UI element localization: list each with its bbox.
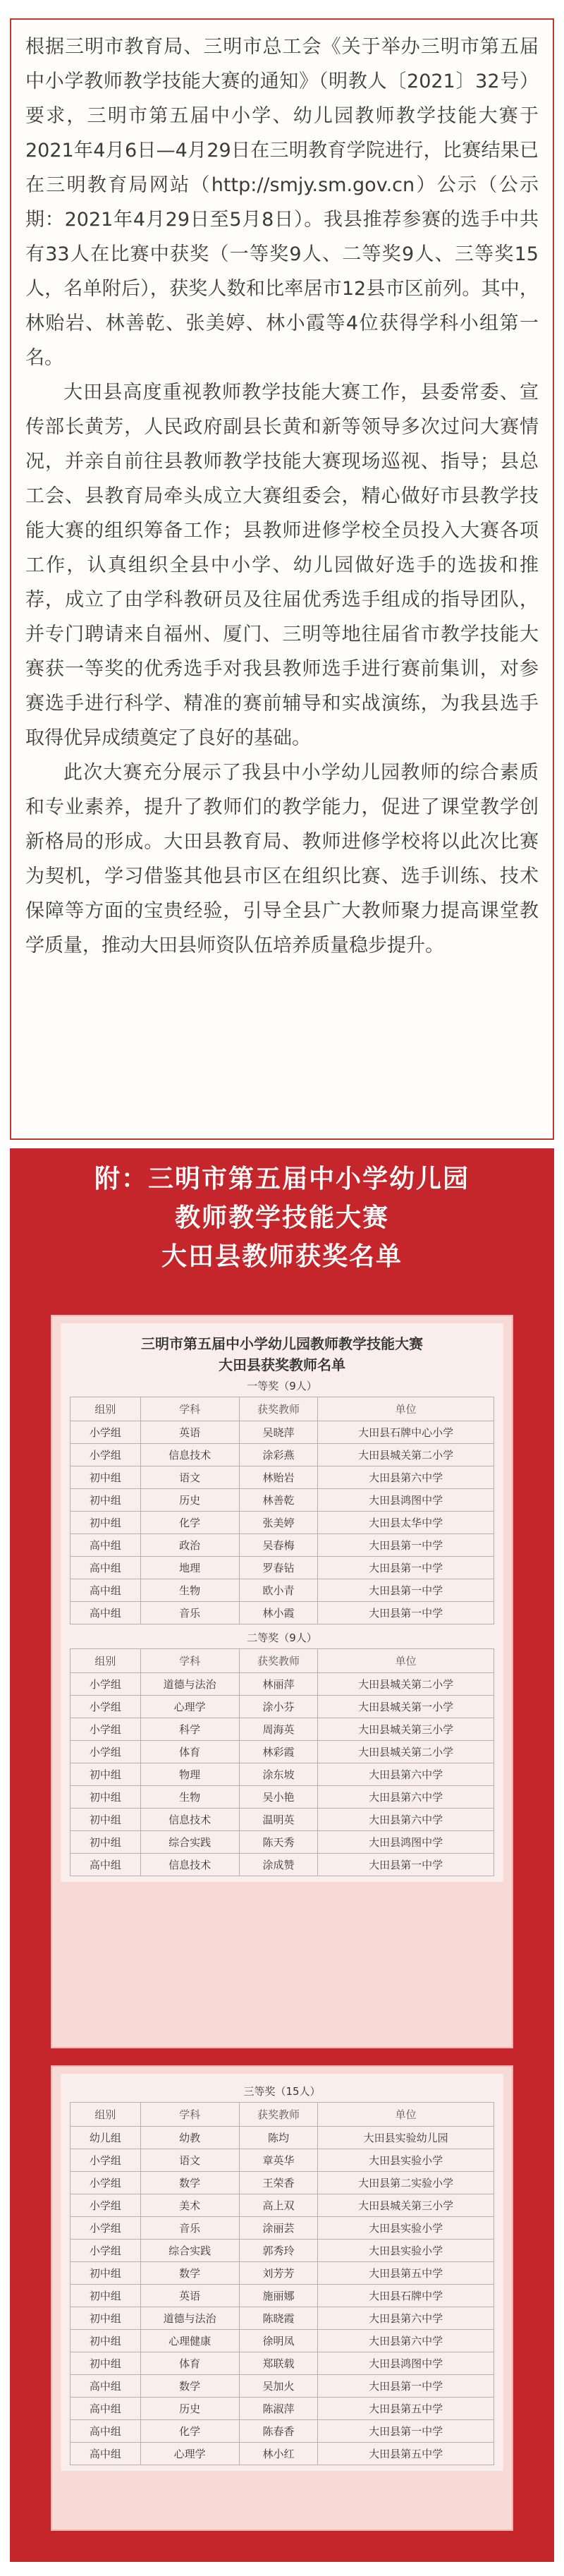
cell-unit: 大田县石牌中心小学 — [318, 1421, 494, 1444]
table-row — [70, 1557, 494, 1579]
tier-label-first-prize: 一等奖（9人） — [247, 1380, 317, 1392]
table-header-row — [70, 1649, 494, 1673]
table-row — [70, 1718, 494, 1741]
cell-group: 高中组 — [70, 1534, 141, 1557]
cell-subject: 信息技术 — [140, 1444, 239, 1466]
cell-teacher: 陈均 — [239, 2127, 318, 2149]
cell-group: 初中组 — [70, 1763, 141, 1786]
first-prize-table — [70, 1397, 494, 1624]
cell-unit: 大田县城关第三小学 — [318, 2194, 494, 2217]
table-row — [70, 1489, 494, 1512]
table-header-row — [70, 1397, 494, 1421]
cell-unit: 大田县第一中学 — [318, 1534, 494, 1557]
cell-unit: 大田县第一中学 — [318, 2375, 494, 2398]
cell-subject: 化学 — [140, 1512, 239, 1534]
article-paragraph-2: 大田县高度重视教师教学技能大赛工作，县委常委、宣传部长黄芳，人民政府副县长黄和新等领导多次过问大赛情况，并亲自前往县教师教学技能大赛现场巡视、指导；县总工会、县教育局牵头成立大赛组委会，精心做好市县教学技能大赛的组织筹备工作；县教师进修学校全员投入大赛各项工作，认真组织全县中小学、幼儿园做好选手的选拔和推荐，成立了由学科教研员及往届优秀选手组成的指导团队，并专门聘请来自福州、厦门、三明等地往届省市教学技能大赛获一等奖的优秀选手对我县教师选手进行赛前集训，对参赛选手进行科学、精准的赛前辅导和实战演练，为我县选手取得优异成绩奠定了良好的基础。 — [25, 382, 539, 749]
table-row — [70, 1512, 494, 1534]
cell-group: 小学组 — [70, 2240, 141, 2262]
header-subject: 学科 — [140, 1649, 239, 1673]
cell-subject: 幼教 — [140, 2127, 239, 2149]
cell-unit: 大田县第一中学 — [318, 1579, 494, 1602]
cell-teacher: 陈晓霞 — [239, 2307, 318, 2330]
article-paragraph-1: 根据三明市教育局、三明市总工会《关于举办三明市第五届中小学教师教学技能大赛的通知》（明教人〔2021〕32号）要求，三明市第五届中小学、幼儿园教师教学技能大赛于2021年4月6日—4月29日在三明教育学院进行，比赛结果已在三明教育局网站（http://smjy.sm.gov.cn）公示（公示期：2021年4月29日至5月8日）。我县推荐参赛的选手中共有33人在比赛中获奖（一等奖9人、二等奖9人、三等奖15人，名单附后），获奖人数和比率居市12县市区前列。其中，林贻岩、林善乾、张美婷、林小霞等4位获得学科小组第一名。 — [25, 36, 539, 369]
cell-group: 高中组 — [70, 1602, 141, 1624]
cell-unit: 大田县第六中学 — [318, 2307, 494, 2330]
cell-subject: 体育 — [140, 2352, 239, 2375]
cell-teacher: 涂东坡 — [239, 1763, 318, 1786]
table-row — [70, 2217, 494, 2240]
cell-subject: 音乐 — [140, 1602, 239, 1624]
table-row — [70, 2149, 494, 2172]
award-document-title-line-2: 大田县获奖教师名单 — [219, 1356, 345, 1373]
table-row — [70, 1421, 494, 1444]
table-row — [70, 1673, 494, 1696]
table-row — [70, 2127, 494, 2149]
table-row — [70, 1444, 494, 1466]
award-rows — [70, 2127, 494, 2465]
award-document-title — [61, 1323, 503, 1375]
award-document-title-line-1: 三明市第五届中小学幼儿园教师教学技能大赛 — [141, 1335, 423, 1352]
cell-unit: 大田县鸿图中学 — [318, 1831, 494, 1854]
cell-subject: 美术 — [140, 2194, 239, 2217]
cell-unit: 大田县第一中学 — [318, 1557, 494, 1579]
cell-unit: 大田县实验幼儿园 — [318, 2127, 494, 2149]
cell-group: 小学组 — [70, 2172, 141, 2194]
cell-teacher: 王荣香 — [239, 2172, 318, 2194]
header-unit: 单位 — [318, 1649, 494, 1673]
cell-group: 初中组 — [70, 2262, 141, 2285]
table-row — [70, 1854, 494, 1876]
cell-group: 初中组 — [70, 2307, 141, 2330]
cell-subject: 英语 — [140, 2285, 239, 2307]
table-row — [70, 1831, 494, 1854]
cell-group: 小学组 — [70, 1696, 141, 1718]
cell-unit: 大田县第六中学 — [318, 1763, 494, 1786]
article-box — [10, 18, 554, 1140]
cell-teacher: 吴春梅 — [239, 1534, 318, 1557]
cell-subject: 心理健康 — [140, 2330, 239, 2352]
cell-teacher: 涂成赞 — [239, 1854, 318, 1876]
cell-group: 小学组 — [70, 1421, 141, 1444]
cell-subject: 心理学 — [140, 1696, 239, 1718]
table-row — [70, 2330, 494, 2352]
cell-group: 初中组 — [70, 1512, 141, 1534]
cell-unit: 大田县城关第一小学 — [318, 1696, 494, 1718]
table-row — [70, 1696, 494, 1718]
appendix-title-line-3: 大田县教师获奖名单 — [161, 1242, 403, 1271]
cell-subject: 生物 — [140, 1579, 239, 1602]
cell-teacher: 章英华 — [239, 2149, 318, 2172]
cell-teacher: 林小红 — [239, 2443, 318, 2465]
cell-unit: 大田县鸿图中学 — [318, 1489, 494, 1512]
table-row — [70, 1786, 494, 1809]
table-row — [70, 1466, 494, 1489]
cell-teacher: 涂小芬 — [239, 1696, 318, 1718]
cell-teacher: 施丽娜 — [239, 2285, 318, 2307]
header-group: 组别 — [70, 1397, 141, 1421]
cell-subject: 数学 — [140, 2262, 239, 2285]
cell-teacher: 吴晓萍 — [239, 1421, 318, 1444]
cell-unit: 大田县城关第二小学 — [318, 1673, 494, 1696]
cell-unit: 大田县第二实验小学 — [318, 2172, 494, 2194]
award-document-2 — [61, 2074, 503, 2471]
cell-subject: 心理学 — [140, 2443, 239, 2465]
article-paragraph-3: 此次大赛充分展示了我县中小学幼儿园教师的综合素质和专业素养，提升了教师们的教学能力，促进了课堂教学创新格局的形成。大田县教育局、教师进修学校将以此次比赛为契机，学习借鉴其他县市区在组织比赛、选手训练、技术保障等方面的宝贵经验，引导全县广大教师聚力提高课堂教学质量，推动大田县师资队伍培养质量稳步提升。 — [25, 762, 539, 956]
cell-unit: 大田县第六中学 — [318, 1809, 494, 1831]
cell-teacher: 陈淑萍 — [239, 2398, 318, 2420]
cell-teacher: 高上双 — [239, 2194, 318, 2217]
cell-teacher: 吴小艳 — [239, 1786, 318, 1809]
cell-unit: 大田县实验小学 — [318, 2217, 494, 2240]
cell-subject: 地理 — [140, 1557, 239, 1579]
cell-teacher: 周海英 — [239, 1718, 318, 1741]
cell-group: 初中组 — [70, 1786, 141, 1809]
table-row — [70, 1534, 494, 1557]
cell-unit: 大田县实验小学 — [318, 2149, 494, 2172]
table-row — [70, 2262, 494, 2285]
cell-group: 初中组 — [70, 1809, 141, 1831]
table-row — [70, 1809, 494, 1831]
cell-subject: 英语 — [140, 1421, 239, 1444]
third-prize-table — [70, 2102, 494, 2465]
cell-teacher: 涂丽芸 — [239, 2217, 318, 2240]
table-row — [70, 2285, 494, 2307]
cell-group: 初中组 — [70, 1466, 141, 1489]
table-header-row — [70, 2103, 494, 2127]
table-row — [70, 2398, 494, 2420]
header-subject: 学科 — [140, 2103, 239, 2127]
cell-subject: 体育 — [140, 1741, 239, 1763]
cell-unit: 大田县第六中学 — [318, 2330, 494, 2352]
cell-subject: 历史 — [140, 2398, 239, 2420]
table-row — [70, 1741, 494, 1763]
cell-unit: 大田县城关第二小学 — [318, 1741, 494, 1763]
cell-unit: 大田县第五中学 — [318, 2262, 494, 2285]
cell-teacher: 涂彩燕 — [239, 1444, 318, 1466]
cell-teacher: 林善乾 — [239, 1489, 318, 1512]
award-rows — [70, 1673, 494, 1876]
header-teacher: 获奖教师 — [239, 2103, 318, 2127]
cell-unit: 大田县第六中学 — [318, 1786, 494, 1809]
cell-group: 高中组 — [70, 1557, 141, 1579]
header-unit: 单位 — [318, 2103, 494, 2127]
table-row — [70, 1579, 494, 1602]
cell-teacher: 林彩霞 — [239, 1741, 318, 1763]
cell-unit: 大田县第五中学 — [318, 2443, 494, 2465]
cell-subject: 数学 — [140, 2172, 239, 2194]
table-row — [70, 2443, 494, 2465]
cell-unit: 大田县太华中学 — [318, 1512, 494, 1534]
cell-group: 小学组 — [70, 2217, 141, 2240]
cell-unit: 大田县第一中学 — [318, 1854, 494, 1876]
cell-subject: 信息技术 — [140, 1854, 239, 1876]
cell-subject: 化学 — [140, 2420, 239, 2443]
tier-label-third-prize: 三等奖（15人） — [243, 2085, 321, 2098]
cell-subject: 音乐 — [140, 2217, 239, 2240]
cell-unit: 大田县石牌中学 — [318, 2285, 494, 2307]
cell-teacher: 郑联载 — [239, 2352, 318, 2375]
cell-teacher: 张美婷 — [239, 1512, 318, 1534]
cell-group: 初中组 — [70, 2330, 141, 2352]
cell-teacher: 吴加火 — [239, 2375, 318, 2398]
cell-group: 高中组 — [70, 1854, 141, 1876]
award-card-2 — [51, 2065, 513, 2531]
award-card-1 — [51, 1315, 513, 2048]
appendix-title-line-2: 教师教学技能大赛 — [174, 1203, 389, 1232]
header-group: 组别 — [70, 1649, 141, 1673]
cell-group: 高中组 — [70, 2443, 141, 2465]
cell-group: 小学组 — [70, 1718, 141, 1741]
cell-group: 初中组 — [70, 1831, 141, 1854]
tier-label-second-prize: 二等奖（9人） — [247, 1632, 317, 1644]
table-row — [70, 2307, 494, 2330]
cell-group: 高中组 — [70, 2420, 141, 2443]
cell-unit: 大田县实验小学 — [318, 2240, 494, 2262]
cell-group: 小学组 — [70, 1444, 141, 1466]
cell-teacher: 林贻岩 — [239, 1466, 318, 1489]
cell-group: 小学组 — [70, 1673, 141, 1696]
appendix-title — [10, 1148, 554, 1276]
cell-subject: 语文 — [140, 2149, 239, 2172]
cell-teacher: 欧小青 — [239, 1579, 318, 1602]
cell-subject: 道德与法治 — [140, 2307, 239, 2330]
award-document-1 — [61, 1323, 503, 1882]
cell-group: 高中组 — [70, 1579, 141, 1602]
cell-subject: 综合实践 — [140, 2240, 239, 2262]
header-teacher: 获奖教师 — [239, 1397, 318, 1421]
cell-group: 初中组 — [70, 2285, 141, 2307]
header-unit: 单位 — [318, 1397, 494, 1421]
table-row — [70, 2352, 494, 2375]
cell-group: 高中组 — [70, 2375, 141, 2398]
cell-group: 幼儿组 — [70, 2127, 141, 2149]
appendix-title-line-1: 附：三明市第五届中小学幼儿园 — [94, 1165, 470, 1193]
cell-unit: 大田县城关第二小学 — [318, 1444, 494, 1466]
award-rows — [70, 1421, 494, 1624]
cell-unit: 大田县城关第三小学 — [318, 1718, 494, 1741]
table-row — [70, 2194, 494, 2217]
cell-unit: 大田县鸿图中学 — [318, 2352, 494, 2375]
table-row — [70, 2420, 494, 2443]
cell-teacher: 徐明凤 — [239, 2330, 318, 2352]
cell-subject: 科学 — [140, 1718, 239, 1741]
header-subject: 学科 — [140, 1397, 239, 1421]
cell-teacher: 林小霞 — [239, 1602, 318, 1624]
cell-teacher: 温明英 — [239, 1809, 318, 1831]
cell-subject: 物理 — [140, 1763, 239, 1786]
cell-teacher: 罗春钻 — [239, 1557, 318, 1579]
cell-subject: 历史 — [140, 1489, 239, 1512]
appendix-panel — [10, 1148, 554, 2562]
cell-subject: 生物 — [140, 1786, 239, 1809]
table-row — [70, 2375, 494, 2398]
cell-group: 初中组 — [70, 1489, 141, 1512]
cell-subject: 语文 — [140, 1466, 239, 1489]
cell-teacher: 郭秀玲 — [239, 2240, 318, 2262]
cell-unit: 大田县第一中学 — [318, 2420, 494, 2443]
table-row — [70, 2240, 494, 2262]
cell-subject: 综合实践 — [140, 1831, 239, 1854]
cell-group: 小学组 — [70, 2149, 141, 2172]
cell-unit: 大田县第一中学 — [318, 1602, 494, 1624]
cell-group: 小学组 — [70, 1741, 141, 1763]
table-row — [70, 2172, 494, 2194]
header-teacher: 获奖教师 — [239, 1649, 318, 1673]
cell-subject: 道德与法治 — [140, 1673, 239, 1696]
cell-teacher: 刘芳芳 — [239, 2262, 318, 2285]
header-group: 组别 — [70, 2103, 141, 2127]
cell-subject: 政治 — [140, 1534, 239, 1557]
cell-subject: 数学 — [140, 2375, 239, 2398]
cell-unit: 大田县第五中学 — [318, 2398, 494, 2420]
cell-teacher: 陈天秀 — [239, 1831, 318, 1854]
cell-group: 高中组 — [70, 2398, 141, 2420]
cell-group: 小学组 — [70, 2194, 141, 2217]
cell-group: 初中组 — [70, 2352, 141, 2375]
table-row — [70, 1763, 494, 1786]
cell-teacher: 陈春香 — [239, 2420, 318, 2443]
cell-teacher: 林丽萍 — [239, 1673, 318, 1696]
cell-subject: 信息技术 — [140, 1809, 239, 1831]
cell-unit: 大田县第六中学 — [318, 1466, 494, 1489]
table-row — [70, 1602, 494, 1624]
second-prize-table — [70, 1648, 494, 1876]
